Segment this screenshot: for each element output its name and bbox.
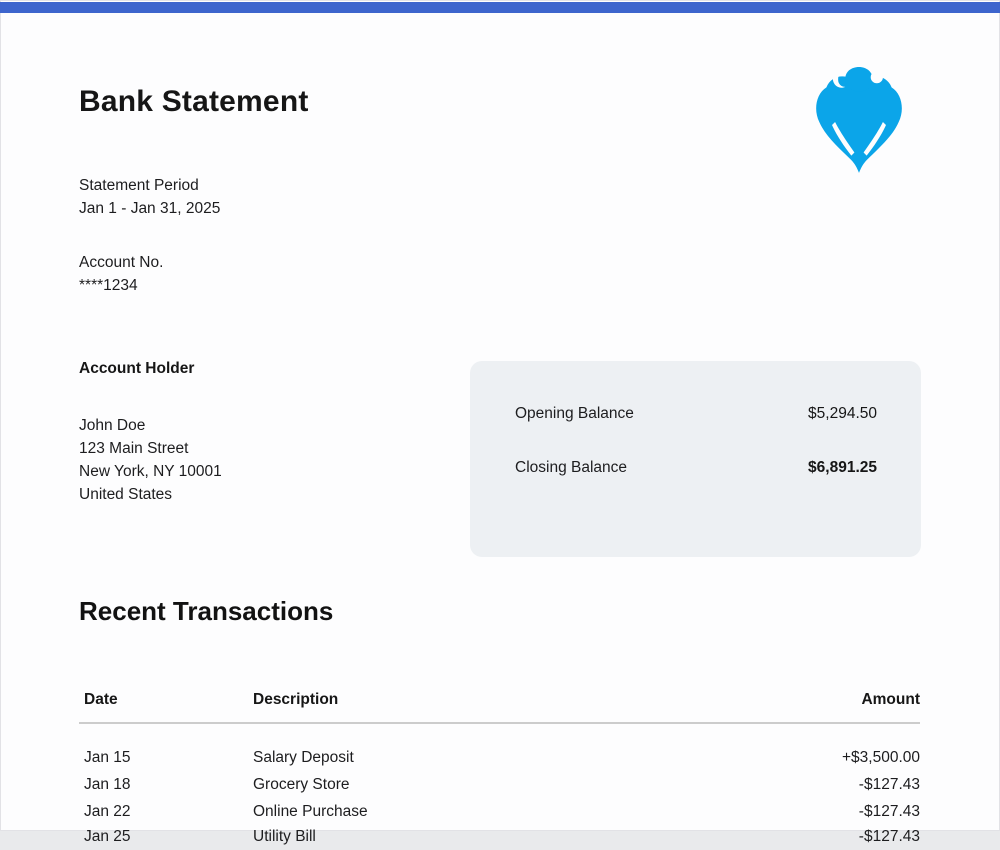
account-holder-heading: Account Holder (79, 360, 195, 377)
account-holder-address-line: 123 Main Street (79, 440, 189, 457)
transaction-row (79, 771, 920, 798)
transaction-date: Jan 15 (84, 748, 131, 766)
statement-period-label: Statement Period (79, 177, 199, 194)
opening-balance-value: $5,294.50 (808, 405, 877, 422)
column-header-date: Date (84, 691, 118, 708)
transaction-date: Jan 25 (84, 827, 131, 845)
opening-balance-label: Opening Balance (515, 405, 634, 422)
page-title: Bank Statement (79, 85, 309, 118)
balance-summary-card (470, 361, 921, 557)
statement-period (79, 174, 220, 220)
closing-balance-label: Closing Balance (515, 459, 628, 476)
top-accent-bar (0, 2, 1000, 13)
transactions-heading: Recent Transactions (79, 596, 334, 626)
account-holder-address-line: New York, NY 10001 (79, 463, 222, 480)
eagle-icon (808, 66, 910, 178)
transaction-row (79, 744, 920, 771)
account-holder-details (79, 414, 222, 506)
closing-balance-value: $6,891.25 (808, 459, 877, 476)
closing-balance-row (515, 459, 877, 481)
account-number-label: Account No. (79, 254, 164, 271)
transaction-date: Jan 18 (84, 775, 131, 793)
transactions-header-row (79, 688, 920, 712)
account-number-value: ****1234 (79, 277, 138, 294)
transaction-amount: -$127.43 (858, 827, 920, 845)
transaction-description: Salary Deposit (253, 748, 354, 766)
transaction-amount: -$127.43 (858, 775, 920, 793)
account-number (79, 251, 163, 297)
account-holder-address-line: United States (79, 486, 173, 503)
column-header-description: Description (253, 691, 339, 708)
transaction-row (79, 823, 920, 850)
transaction-row (79, 798, 920, 825)
transaction-date: Jan 22 (84, 802, 131, 820)
statement-period-value: Jan 1 - Jan 31, 2025 (79, 200, 221, 217)
bank-logo (808, 66, 910, 178)
column-header-amount: Amount (861, 691, 920, 708)
table-header-divider (79, 722, 920, 724)
transaction-amount: +$3,500.00 (841, 748, 920, 766)
transaction-description: Utility Bill (253, 827, 316, 845)
transaction-description: Online Purchase (253, 802, 368, 820)
account-holder-name: John Doe (79, 417, 146, 434)
opening-balance-row (515, 405, 877, 427)
transaction-amount: -$127.43 (858, 802, 920, 820)
transaction-description: Grocery Store (253, 775, 350, 793)
